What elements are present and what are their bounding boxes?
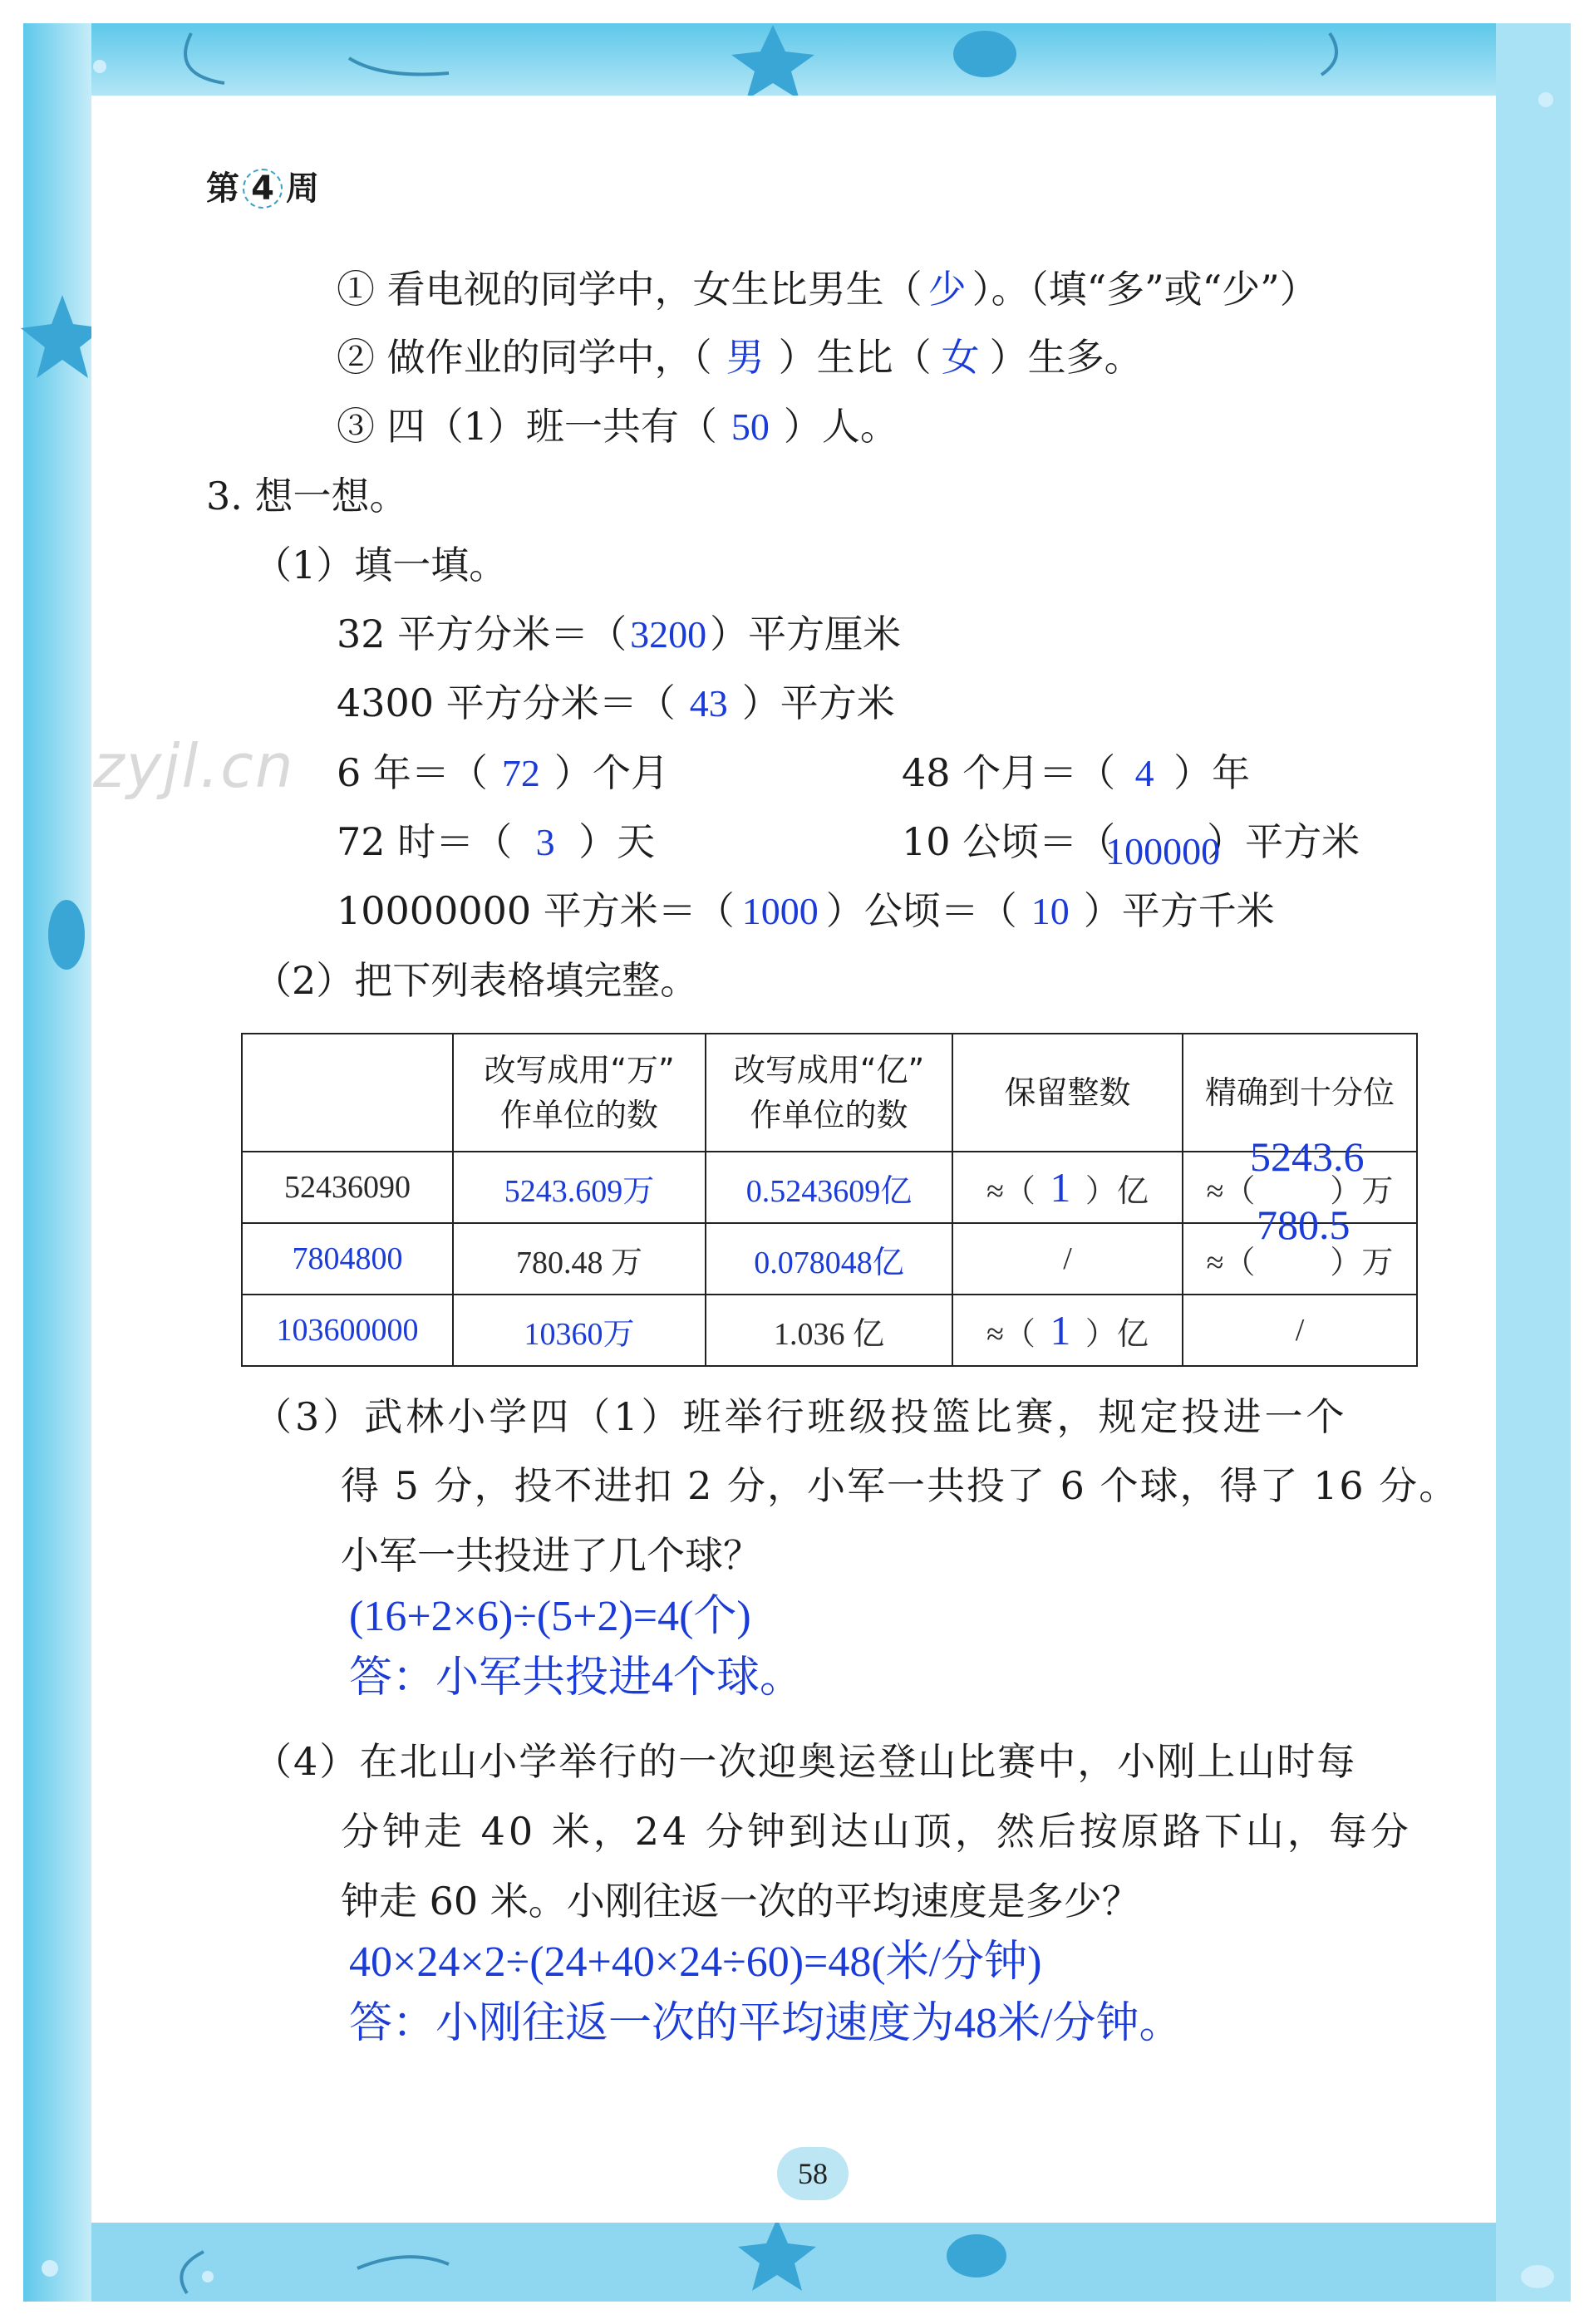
table-header-wan: 改写成用“万” 作单位的数: [453, 1034, 706, 1152]
week-header: [206, 162, 319, 209]
cell-wan: 10360万: [453, 1295, 706, 1366]
week-prefix: 第: [206, 170, 239, 208]
fill-6-answer: 100000: [1105, 830, 1221, 872]
fill-1-answer: 3200: [630, 613, 707, 656]
cell-number: 7804800: [242, 1223, 453, 1295]
fill-3-text: 6 年＝（: [337, 750, 488, 795]
cell-yi: 1.036 亿: [706, 1295, 952, 1366]
q3-sub4-line-2: 分钟走 40 米，24 分钟到达山顶，然后按原路下山，每分: [341, 1809, 1412, 1854]
fill-4-answer: 4: [1134, 752, 1154, 794]
q2-item-2-answer-1: 男: [726, 337, 765, 379]
table-header-row: [242, 1034, 1417, 1152]
conversion-table: [241, 1033, 1418, 1367]
q2-item-3-answer: 50: [731, 405, 770, 448]
cell-number: 52436090: [242, 1152, 453, 1223]
fill-6-text-end: ）平方米: [1207, 819, 1360, 864]
fill-7-text: 10000000 平方米＝（: [337, 888, 735, 933]
q3-sub4-work: 40×24×2÷(24+40×24÷60)=48(米/分钟): [349, 1938, 1042, 1986]
q3-sub3-line-1: （3）武林小学四（1）班举行班级投篮比赛，规定投进一个: [253, 1394, 1348, 1439]
fill-5-text-end: ）天: [578, 819, 656, 864]
cell-tenth: /: [1183, 1295, 1417, 1366]
cell-round: ≈（ 1 ）亿: [952, 1152, 1183, 1223]
fill-7: [337, 886, 1275, 936]
table-row: [242, 1223, 1417, 1295]
fill-2-answer: 43: [689, 682, 728, 725]
fill-3: [337, 748, 669, 798]
q2-item-2-text-mid: ）生比（: [778, 335, 932, 380]
q2-item-1-text: ① 看电视的同学中，女生比男生（: [337, 267, 922, 312]
week-suffix: 周: [286, 170, 319, 208]
page-number: 58: [777, 2147, 849, 2200]
q2-item-3-text: ③ 四（1）班一共有（: [337, 404, 717, 449]
cell-tenth: ≈（ ）万 5243.6: [1183, 1152, 1417, 1223]
fill-5-text: 72 时＝（: [337, 819, 513, 864]
cell-yi: 0.078048亿: [706, 1223, 952, 1295]
q3-sub2-title: （2）把下列表格填完整。: [253, 958, 699, 1003]
cell-wan: 780.48 万: [453, 1223, 706, 1295]
cell-round: ≈（ 1 ）亿: [952, 1295, 1183, 1366]
fill-3-text-end: ）个月: [553, 750, 669, 795]
fill-2-text-end: ）平方米: [741, 680, 895, 725]
q3-sub1-title: （1）填一填。: [253, 543, 508, 587]
fill-5: [337, 817, 655, 867]
table-header-yi: 改写成用“亿” 作单位的数: [706, 1034, 952, 1152]
fill-4: [902, 748, 1250, 798]
q3-sub4-line-1: （4）在北山小学举行的一次迎奥运登山比赛中，小刚上山时每: [253, 1739, 1357, 1784]
watermark: zyjl.cn: [93, 731, 295, 801]
q2-item-1: [337, 264, 1318, 315]
cell-round-answer: 1: [1050, 1164, 1071, 1211]
cell-number: 103600000: [242, 1295, 453, 1366]
q3-sub3-line-2: 得 5 分，投不进扣 2 分，小军一共投了 6 个球，得了 16 分。: [341, 1463, 1459, 1508]
q2-item-2-text: ② 做作业的同学中，（: [337, 335, 712, 380]
table-row: [242, 1152, 1417, 1223]
q2-item-2-answer-2: 女: [941, 337, 980, 379]
cell-tenth: ≈（ ）万 780.5: [1183, 1223, 1417, 1295]
q3-sub3-work: (16+2×6)÷(5+2)=4(个): [349, 1593, 751, 1640]
table-row: [242, 1295, 1417, 1366]
q2-item-1-answer: 少: [927, 268, 967, 311]
week-number: 4: [243, 169, 283, 209]
fill-1: [337, 609, 901, 660]
q2-item-1-text-end: ）。（填“多”或“少”）: [972, 267, 1318, 312]
cell-yi: 0.5243609亿: [706, 1152, 952, 1223]
table-header-tenth: 精确到十分位: [1183, 1034, 1417, 1152]
fill-4-text: 48 个月＝（: [902, 750, 1116, 795]
cell-round-answer: 1: [1050, 1307, 1071, 1354]
fill-2-text: 4300 平方分米＝（: [337, 680, 676, 725]
q3-sub4-line-3: 钟走 60 米。小刚往返一次的平均速度是多少？: [341, 1879, 1140, 1924]
q3-title: 3. 想一想。: [206, 474, 408, 518]
fill-7-text-mid: ）公顷＝（: [825, 888, 1017, 933]
fill-7-answer-2: 10: [1031, 890, 1070, 932]
fill-2: [337, 678, 895, 729]
cell-tenth-answer: 780.5: [1257, 1201, 1350, 1248]
table-header-round: 保留整数: [952, 1034, 1183, 1152]
q3-sub3-line-3: 小军一共投进了几个球？: [341, 1533, 761, 1578]
fill-1-text: 32 平方分米＝（: [337, 612, 627, 656]
table-header-blank: [242, 1034, 453, 1152]
fill-7-answer-1: 1000: [741, 890, 819, 932]
q2-item-3: [337, 401, 898, 452]
q2-item-2: [337, 332, 1143, 383]
q3-sub4-answer: 答：小刚往返一次的平均速度为48米/分钟。: [349, 2000, 1183, 2047]
fill-3-answer: 72: [501, 752, 540, 794]
fill-7-text-end: ）平方千米: [1083, 888, 1275, 933]
cell-round: /: [952, 1223, 1183, 1295]
q2-item-2-text-end: ）生多。: [989, 335, 1143, 380]
q2-item-3-text-end: ）人。: [783, 404, 898, 449]
fill-4-text-end: ）年: [1173, 750, 1251, 795]
cell-tenth-answer: 5243.6: [1250, 1133, 1365, 1180]
q3-sub3-answer: 答：小军共投进4个球。: [349, 1654, 804, 1702]
fill-6-text: 10 公顷＝（: [902, 819, 1116, 864]
fill-5-answer: 3: [535, 821, 555, 863]
fill-1-text-end: ）平方厘米: [710, 612, 902, 656]
fill-6: [902, 817, 1360, 872]
cell-wan: 5243.609万: [453, 1152, 706, 1223]
